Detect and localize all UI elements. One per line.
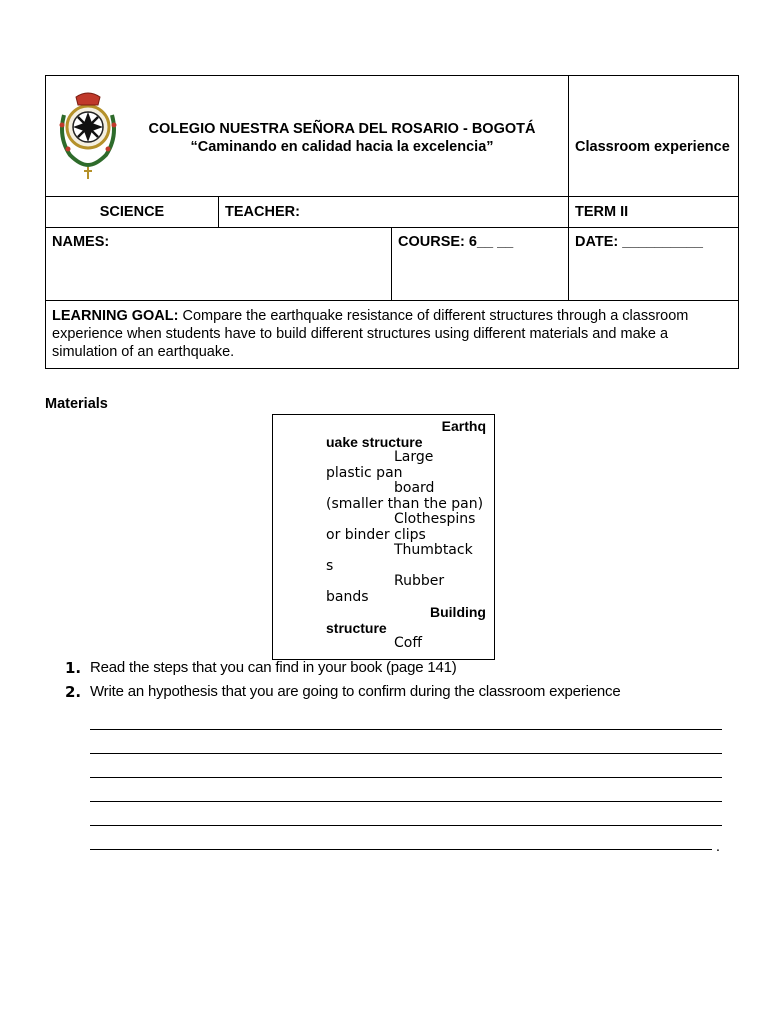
learning-goal-label: LEARNING GOAL: xyxy=(52,308,179,324)
material-item: Thumbtack xyxy=(394,542,473,558)
activity-type: Classroom experience xyxy=(569,76,739,197)
course-cell: COURSE: 6__ __ xyxy=(392,228,569,301)
learning-goal-text: Compare the earthquake resistance of different structures through a classroom experience when students have to build different structures using different materials and make a simulation of an earthquake. xyxy=(52,308,689,360)
subject-cell: SCIENCE xyxy=(46,197,219,228)
earthquake-structure-heading-b: uake structure xyxy=(326,433,423,450)
material-item: board xyxy=(394,480,435,496)
term-cell: TERM II xyxy=(569,197,739,228)
answer-line[interactable] xyxy=(90,706,722,730)
material-item-cont: (smaller than the pan) xyxy=(326,495,484,512)
school-motto: “Caminando en calidad hacia la excelencia” xyxy=(190,139,494,155)
building-structure-heading-b: structure xyxy=(326,619,387,636)
materials-list xyxy=(326,419,486,652)
material-item: Rubber xyxy=(394,573,445,589)
answer-line[interactable] xyxy=(90,802,722,826)
step-number: 2. xyxy=(65,683,82,701)
teacher-cell: TEACHER: xyxy=(219,197,569,228)
earthquake-structure-heading-a: Earthq xyxy=(441,418,486,434)
names-cell: NAMES: xyxy=(46,228,392,301)
answer-line[interactable] xyxy=(90,754,722,778)
step-text: Read the steps that you can find in your book (page 141) xyxy=(90,659,457,676)
answer-line[interactable] xyxy=(90,778,722,802)
step-text: Write an hypothesis that you are going to confirm during the classroom experience xyxy=(90,683,621,700)
material-item-cont: or binder clips xyxy=(326,526,426,543)
material-item-cont: bands xyxy=(326,588,369,605)
school-seal-icon xyxy=(56,85,120,181)
materials-box xyxy=(272,414,495,660)
material-item-partial: Coff xyxy=(394,635,422,651)
date-cell: DATE: __________ xyxy=(569,228,739,301)
material-item-cont: plastic pan xyxy=(326,464,403,481)
answer-line[interactable] xyxy=(90,730,722,754)
learning-goal-cell xyxy=(46,301,739,369)
school-header-cell xyxy=(46,76,569,197)
header-table xyxy=(45,75,739,369)
school-name: COLEGIO NUESTRA SEÑORA DEL ROSARIO - BOGOTÁ xyxy=(148,121,536,137)
step-number: 1. xyxy=(65,659,82,677)
answer-end-mark: . xyxy=(715,838,720,855)
answer-line[interactable] xyxy=(90,826,720,855)
material-item-cont: s xyxy=(326,557,334,574)
building-structure-heading-a: Building xyxy=(430,604,486,620)
material-item: Large xyxy=(394,449,434,465)
material-item: Clothespins xyxy=(394,511,476,527)
hypothesis-answer-lines[interactable] xyxy=(90,706,722,855)
school-title xyxy=(126,120,558,156)
materials-heading: Materials xyxy=(45,396,108,412)
